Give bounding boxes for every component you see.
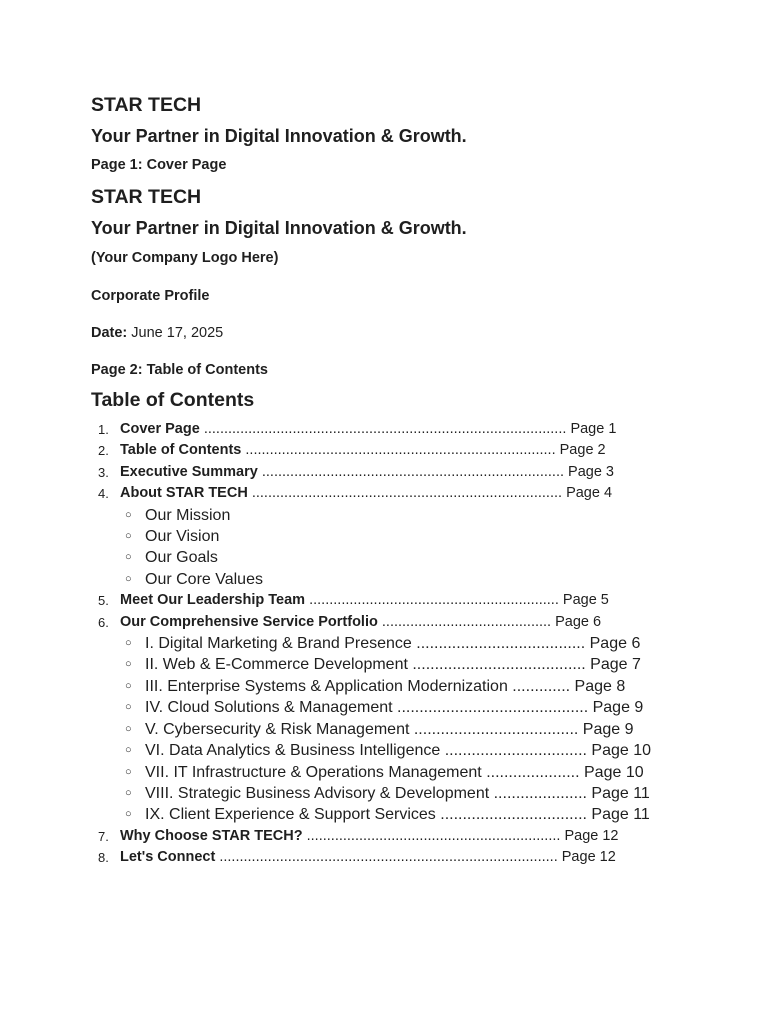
toc-subitem-label: IX. Client Experience & Support Services bbox=[145, 806, 436, 824]
toc-page-ref: Page 12 bbox=[561, 849, 616, 866]
toc-subitem bbox=[120, 697, 768, 718]
toc-leader: .......................................... bbox=[377, 613, 552, 630]
toc-leader: ..................................... bbox=[409, 720, 579, 738]
toc-subitem bbox=[120, 569, 768, 590]
bullet-icon: ○ bbox=[125, 722, 132, 735]
toc-page-ref: Page 1 bbox=[570, 421, 617, 437]
toc-leader: ................................. bbox=[435, 806, 587, 824]
toc-label: Cover Page bbox=[120, 421, 200, 437]
toc-page-ref: Page 3 bbox=[568, 463, 614, 480]
toc-about-sublist bbox=[91, 505, 768, 591]
toc-label: Meet Our Leadership Team bbox=[120, 592, 306, 609]
toc-page-ref: Page 9 bbox=[592, 699, 644, 717]
toc-page-ref: Page 9 bbox=[582, 720, 634, 738]
page1-label: Page 1: Cover Page bbox=[91, 157, 227, 173]
brand-heading: STAR TECH bbox=[91, 94, 202, 116]
toc-subitem-label: Our Vision bbox=[145, 528, 220, 546]
toc-leader: .......................................................................................... bbox=[199, 421, 567, 437]
toc-subitem-label: VI. Data Analytics & Business Intelligence bbox=[145, 742, 441, 760]
toc-subitem-label: VII. IT Infrastructure & Operations Management bbox=[145, 763, 482, 781]
bullet-icon: ○ bbox=[125, 508, 132, 521]
toc-subitem bbox=[120, 740, 768, 761]
toc-label: Executive Summary bbox=[120, 463, 258, 480]
page2-label: Page 2: Table of Contents bbox=[91, 362, 268, 378]
toc-item-about bbox=[91, 483, 768, 504]
toc-page-ref: Page 2 bbox=[559, 442, 606, 459]
date-value: June 17, 2025 bbox=[131, 325, 224, 341]
toc-subitem-label: I. Digital Marketing & Brand Presence bbox=[145, 635, 412, 653]
bullet-icon: ○ bbox=[125, 808, 132, 821]
toc-page-ref: Page 11 bbox=[591, 806, 650, 824]
toc-number: 5. bbox=[98, 593, 109, 609]
cover-brand-heading: STAR TECH bbox=[91, 186, 202, 208]
toc-number: 2. bbox=[98, 443, 109, 459]
logo-placeholder: (Your Company Logo Here) bbox=[91, 250, 279, 266]
toc-page-ref: Page 4 bbox=[566, 485, 613, 502]
toc-page-ref: Page 12 bbox=[564, 827, 619, 844]
bullet-icon: ○ bbox=[125, 744, 132, 757]
toc-subitem-label: II. Web & E-Commerce Development bbox=[145, 656, 408, 674]
bullet-icon: ○ bbox=[125, 637, 132, 650]
toc-number: 6. bbox=[98, 614, 109, 630]
toc-subitem bbox=[120, 505, 768, 526]
bullet-icon: ○ bbox=[125, 658, 132, 671]
toc-subitem bbox=[120, 654, 768, 675]
date-line bbox=[91, 323, 768, 343]
toc-leader: .............................................................. bbox=[305, 592, 559, 609]
toc-label: Why Choose STAR TECH? bbox=[120, 827, 303, 844]
toc-leader: ..................... bbox=[489, 784, 587, 802]
bullet-icon: ○ bbox=[125, 765, 132, 778]
toc-item-services bbox=[91, 612, 768, 633]
toc-item-lets-connect bbox=[91, 847, 768, 868]
corporate-profile-label: Corporate Profile bbox=[91, 288, 210, 304]
toc-leader: ............. bbox=[507, 677, 571, 695]
toc-number: 3. bbox=[98, 464, 109, 480]
toc-subitem-label: V. Cybersecurity & Risk Management bbox=[145, 720, 410, 738]
toc-list-final bbox=[91, 826, 768, 869]
bullet-icon: ○ bbox=[125, 530, 132, 543]
toc-leader: ........................................................................... bbox=[257, 463, 564, 480]
toc-subitem-label: IV. Cloud Solutions & Management bbox=[145, 699, 393, 717]
toc-subitem-label: Our Mission bbox=[145, 506, 231, 524]
cover-tagline-heading: Your Partner in Digital Innovation & Growth. bbox=[91, 218, 467, 238]
toc-subitem bbox=[120, 526, 768, 547]
toc-subitem-label: III. Enterprise Systems & Application Modernization bbox=[145, 677, 508, 695]
toc-subitem bbox=[120, 676, 768, 697]
toc-services-sublist bbox=[91, 633, 768, 826]
toc-leader: ..................... bbox=[481, 763, 580, 781]
toc-page-ref: Page 5 bbox=[562, 592, 609, 609]
toc-page-ref: Page 7 bbox=[590, 656, 641, 674]
toc-page-ref: Page 11 bbox=[591, 784, 650, 802]
toc-item-table-of-contents bbox=[91, 440, 768, 461]
toc-number: 4. bbox=[98, 486, 109, 502]
toc-number: 8. bbox=[98, 850, 109, 866]
toc-item-leadership bbox=[91, 590, 768, 611]
toc-subitem bbox=[120, 719, 768, 740]
bullet-icon: ○ bbox=[125, 679, 132, 692]
bullet-icon: ○ bbox=[125, 701, 132, 714]
toc-title: Table of Contents bbox=[91, 389, 255, 411]
toc-label: Let's Connect bbox=[120, 849, 216, 866]
toc-subitem bbox=[120, 804, 768, 825]
toc-number: 1. bbox=[98, 422, 109, 437]
toc-page-ref: Page 6 bbox=[555, 613, 602, 630]
toc-subitem bbox=[120, 547, 768, 568]
toc-leader: ............................................................... bbox=[302, 827, 561, 844]
toc-list bbox=[91, 419, 768, 505]
toc-label: Our Comprehensive Service Portfolio bbox=[120, 613, 378, 630]
toc-subitem-label: Our Core Values bbox=[145, 570, 263, 588]
toc-item-cover-page bbox=[91, 419, 768, 440]
toc-leader: ................................ bbox=[440, 742, 587, 760]
bullet-icon: ○ bbox=[125, 572, 132, 585]
toc-item-executive-summary bbox=[91, 462, 768, 483]
toc-list-continued bbox=[91, 590, 768, 633]
toc-page-ref: Page 8 bbox=[574, 677, 626, 695]
toc-subitem-label: VIII. Strategic Business Advisory & Development bbox=[145, 784, 490, 802]
toc-subitem bbox=[120, 783, 768, 804]
toc-number: 7. bbox=[98, 828, 109, 844]
bullet-icon: ○ bbox=[125, 551, 132, 564]
toc-label: Table of Contents bbox=[120, 442, 242, 459]
date-label: Date: bbox=[91, 325, 128, 341]
toc-subitem-label: Our Goals bbox=[145, 549, 218, 567]
tagline-heading: Your Partner in Digital Innovation & Growth. bbox=[91, 126, 467, 146]
toc-page-ref: Page 6 bbox=[589, 635, 641, 653]
toc-page-ref: Page 10 bbox=[584, 763, 644, 781]
toc-subitem bbox=[120, 633, 768, 654]
bullet-icon: ○ bbox=[125, 786, 132, 799]
toc-leader: ............................................................................. bbox=[241, 442, 556, 459]
toc-leader: ............................................................................. bbox=[247, 485, 563, 502]
toc-subitem bbox=[120, 762, 768, 783]
toc-leader: ....................................... bbox=[407, 656, 586, 674]
toc-leader: .................................................................................... bbox=[215, 849, 558, 866]
toc-item-why-choose bbox=[91, 826, 768, 847]
toc-leader: ...................................... bbox=[411, 635, 586, 653]
toc-leader: ........................................... bbox=[392, 699, 589, 717]
toc-page-ref: Page 10 bbox=[591, 742, 652, 760]
toc-label: About STAR TECH bbox=[120, 485, 248, 502]
